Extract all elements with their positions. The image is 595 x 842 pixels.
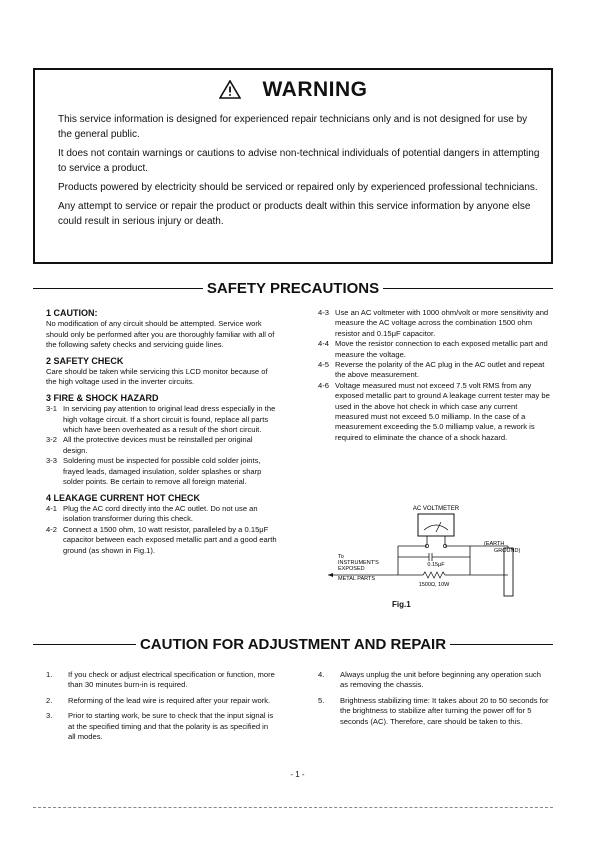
warning-text [58,112,542,233]
list-item [46,504,278,525]
item-text: Soldering must be inspected for possible cold solder joints, frayed leads, damaged insulation, solder splashes or sharp solder points. Be certain to remove all foreign material. [63,456,262,487]
caution-heading: 1 CAUTION: [46,308,98,318]
item-number: 5. [318,695,325,705]
list-item [318,308,550,339]
item-text: Brightness stabilizing time: It takes about 20 to 50 seconds for the brightness to stabilize after turning the power off for 5 seconds (AC). Therefore, care should be taken to this. [340,695,549,726]
item-number: 3-1 [46,404,57,414]
item-text: Use an AC voltmeter with 1000 ohm/volt or more sensitivity and measure the AC voltage across the combination 1500 ohm resistor and 0.15μF capacitor. [335,308,549,338]
list-item [318,696,550,727]
heading-rule [33,288,203,289]
page-number: - 1 - [290,770,305,779]
earth-ground-icon [504,548,513,596]
safety-check-heading: 2 SAFETY CHECK [46,355,124,366]
item-number: 3. [46,711,53,721]
item-text: All the protective devices must be reinstalled per original design. [63,435,253,455]
item-text: Move the resistor connection to each exposed metallic part and measure the voltage. [335,339,548,359]
fig1-circuit-diagram [318,500,550,615]
resistor-label: 1500Ω, 10W [418,582,450,588]
warning-title: WARNING [262,78,368,101]
adjustment-right-column [318,670,550,727]
safety-left-column [46,308,278,556]
list-item [46,456,278,487]
warning-paragraph: This service information is designed for experienced repair technicians only and is not designed for use by the general public. [58,114,528,140]
safety-heading-text: SAFETY PRECAUTIONS [206,280,380,297]
item-text: Prior to starting work, be sure to check that the input signal is at the specified timing and that the polarity is as specified in all modes. [68,711,274,742]
item-number: 4-5 [318,360,329,370]
safety-heading [33,280,553,297]
item-text: Reforming of the lead wire is required after your repair work. [68,695,271,705]
adjustment-heading [33,636,553,653]
item-text: If you check or adjust electrical specification or function, more than 30 minutes burn-in is required. [68,670,275,690]
item-number: 4-6 [318,380,329,390]
list-item [318,670,550,691]
safety-check-text: Care should be taken while servicing this LCD monitor because of the high voltage used in the inverter circuits. [46,367,268,387]
list-item [318,381,550,443]
item-text: Always unplug the unit before beginning any operation such as removing the chassis. [340,670,541,690]
list-item [318,339,550,360]
item-number: 1. [46,670,53,679]
arrow-icon [328,573,333,577]
resistor-icon [423,572,445,578]
adjustment-left-column [46,670,276,742]
list-item [46,711,276,742]
caution-text: No modification of any circuit should be attempted. Service work should only be performed after you are thoroughly familiar with all of the following safety checks and servicing guide lines. [46,319,275,350]
item-number: 3-3 [46,456,57,466]
instrument-label-3: EXPOSED [338,566,365,572]
instrument-label-4: METAL PARTS [338,576,376,582]
safety-right-column [318,308,550,443]
voltmeter-label: AC VOLTMETER [412,506,460,512]
warning-triangle-icon [219,80,241,99]
figure-caption: Fig.1 [392,600,411,609]
list-item [46,670,276,691]
heading-rule [450,644,553,645]
ground-label: GROUND) [494,548,521,554]
item-number: 4-2 [46,524,57,534]
item-text: In servicing pay attention to original lead dress especially in the high voltage circuit. If a short circuit is found, replace all parts which have been overheated as a result of the short circuit. [63,404,276,435]
item-text: Plug the AC cord directly into the AC outlet. Do not use an isolation transformer during this check. [63,503,258,524]
earth-label: (EARTH [484,541,505,547]
list-item [46,404,278,435]
warning-paragraph: Products powered by electricity should be serviced or repaired only by experienced professional technicians. [58,182,538,193]
item-text: Connect a 1500 ohm, 10 watt resistor, paralleled by a 0.15μF capacitor between each exposed metallic part and a good earth ground (as shown in Fig.1). [63,524,277,555]
item-number: 4. [318,670,325,679]
item-number: 4-4 [318,339,329,349]
leakage-heading: 4 LEAKAGE CURRENT HOT CHECK [46,492,201,503]
list-item [46,525,278,556]
instrument-label-1: To [338,554,344,560]
adjustment-heading-text: CAUTION FOR ADJUSTMENT AND REPAIR [139,636,447,653]
item-number: 2. [46,695,53,705]
warning-heading [33,78,553,102]
footer-rule [33,807,553,808]
fire-hazard-heading: 3 FIRE & SHOCK HAZARD [46,392,159,403]
list-item [318,360,550,381]
item-text: Reverse the polarity of the AC plug in the AC outlet and repeat the above measurement. [335,360,545,380]
list-item [46,696,276,706]
item-text: Voltage measured must not exceed 7.5 volt RMS from any exposed metallic part to ground A leakage current tester may be used in the above hot check in which case any current measured must not exceed 5.0 milliamp. In the case of a measurement exceeding the 5.0 milliamp value, a rework is required to eliminate the chance of a shock hazard. [335,380,550,442]
capacitor-label: 0.15μF [427,562,445,568]
heading-rule [383,288,553,289]
item-number: 4-3 [318,308,329,317]
warning-paragraph: Any attempt to service or repair the product or products dealt within this service information by anyone else could result in serious injury or death. [58,201,531,227]
warning-paragraph: It does not contain warnings or cautions to advise non-technical individuals of potential dangers in attempting to service a product. [58,148,540,174]
instrument-label-2: INSTRUMENT'S [338,560,379,566]
heading-rule [33,644,136,645]
item-number: 3-2 [46,435,57,445]
item-number: 4-1 [46,503,57,513]
list-item [46,435,278,456]
